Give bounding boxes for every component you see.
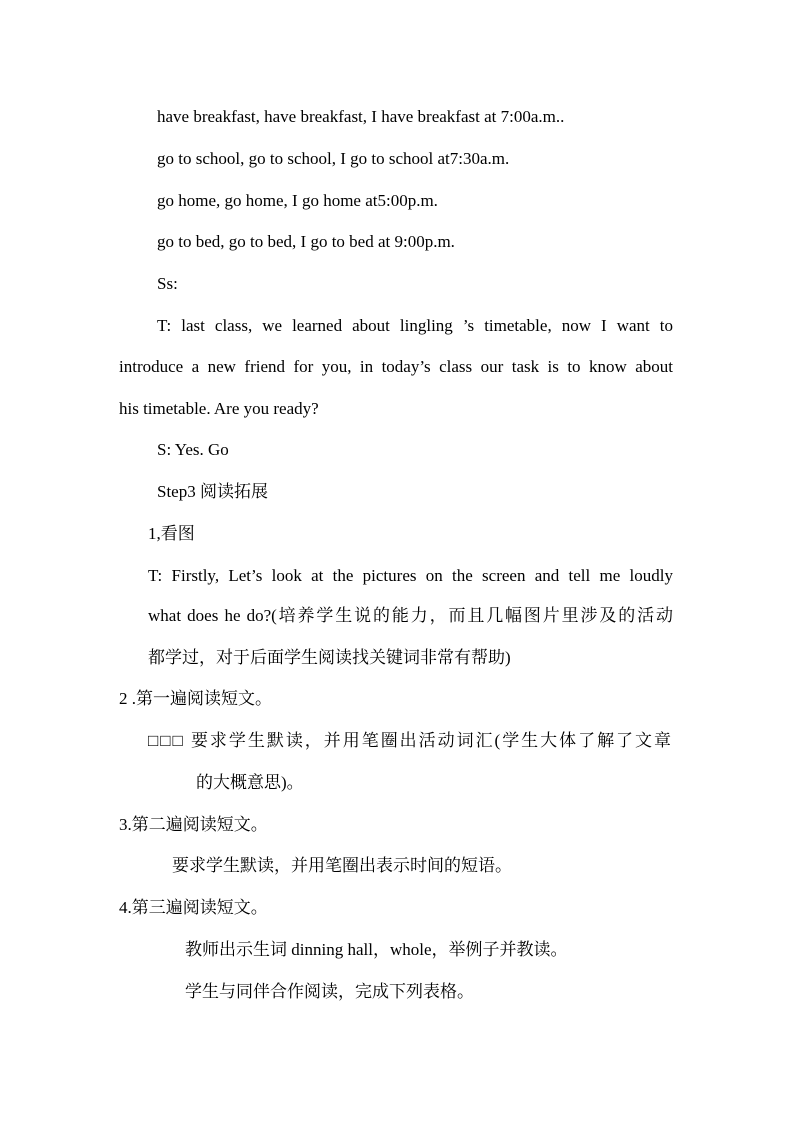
text-line: S: Yes. Go (157, 440, 229, 459)
text-line: 1,看图 (148, 524, 195, 543)
section-heading: 3.第二遍阅读短文。 (119, 815, 268, 834)
text-line: his timetable. Are you ready? (119, 399, 319, 418)
section-heading: 2 .第一遍阅读短文。 (119, 689, 272, 708)
text-line: introduce a new friend for you, in today’s class our task is to know about (119, 357, 673, 376)
text-line: what does he do?(培养学生说的能力，而且几幅图片里涉及的活动 (148, 606, 673, 625)
text-line: Ss: (157, 274, 178, 293)
section-heading: 4.第三遍阅读短文。 (119, 898, 268, 917)
text-line: □□□ 要求学生默读，并用笔圈出活动词汇(学生大体了解了文章 (148, 731, 671, 750)
text-line: T: Firstly, Let’s look at the pictures on the screen and tell me loudly (148, 566, 673, 585)
text-line: 要求学生默读，并用笔圈出表示时间的短语。 (172, 856, 512, 875)
text-line: 都学过，对于后面学生阅读找关键词非常有帮助) (148, 648, 511, 667)
text-line: have breakfast, have breakfast, I have breakfast at 7:00a.m.. (157, 107, 565, 126)
text-line: 教师出示生词 dinning hall，whole，举例子并教读。 (185, 940, 568, 959)
text-line: 学生与同伴合作阅读，完成下列表格。 (185, 982, 474, 1001)
text-line: 的大概意思)。 (196, 773, 304, 792)
text-line: go home, go home, I go home at5:00p.m. (157, 191, 438, 210)
text-line: go to school, go to school, I go to school at7:30a.m. (157, 149, 510, 168)
text-line: T: last class, we learned about lingling ’s timetable, now I want to (157, 316, 673, 335)
text-line: go to bed, go to bed, I go to bed at 9:00p.m. (157, 232, 455, 251)
section-heading: Step3 阅读拓展 (157, 482, 268, 501)
